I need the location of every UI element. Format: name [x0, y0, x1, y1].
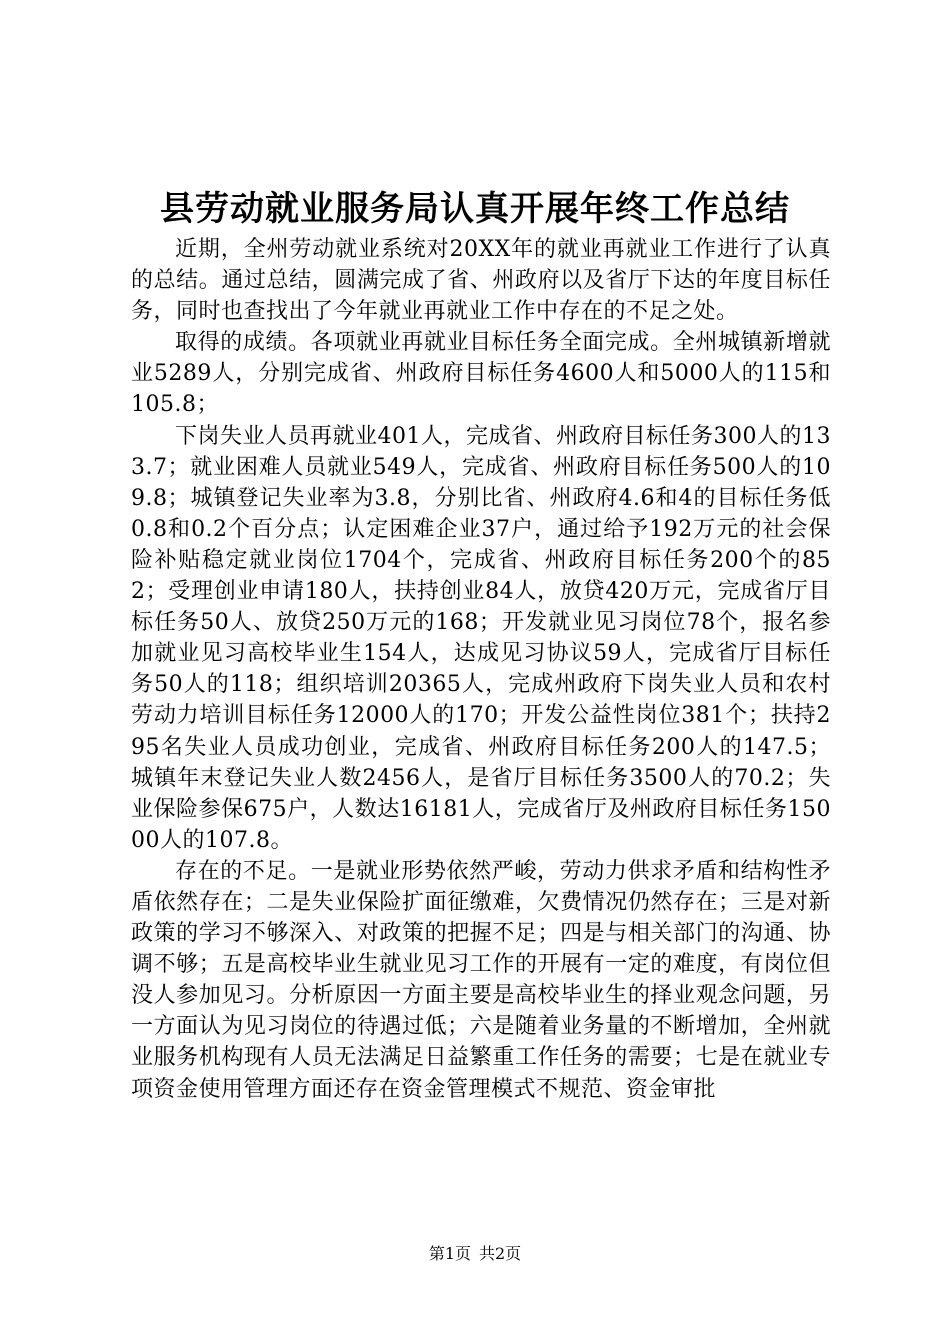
- page-footer: [0, 1244, 950, 1264]
- paragraph-intro: 近期，全州劳动就业系统对20XX年的就业再就业工作进行了认真的总结。通过总结，圆满完成了省、州政府以及省厅下达的年度目标任务，同时也查找出了今年就业再就业工作中存在的不足之处。: [131, 237, 831, 325]
- document-body: [131, 234, 831, 1105]
- page-number-current: 第1页: [428, 1244, 471, 1263]
- paragraph-achievements: 取得的成绩。各项就业再就业目标任务全面完成。全州城镇新增就业5289人，分别完成省、州政府目标任务4600人和5000人的115和105.8；: [131, 330, 831, 418]
- document-body-viewport: [0, 234, 950, 1186]
- paragraph-shortcomings: 存在的不足。一是就业形势依然严峻，劳动力供求矛盾和结构性矛盾依然存在；二是失业保险扩面征缴难，欠费情况仍然存在；三是对新政策的学习不够深入、对政策的把握不足；四是与相关部门的沟通、协调不够；五是高校毕业生就业见习工作的开展有一定的难度，有岗位但没人参加见习。分析原因一方面主要是高校毕业生的择业观念问题，另一方面认为见习岗位的待遇过低；六是随着业务量的不断增加，全州就业服务机构现有人员无法满足日益繁重工作任务的需要；七是在就业专项资金使用管理方面还存在资金管理模式不规范、资金审批: [131, 858, 831, 1102]
- paragraph-statistics: 下岗失业人员再就业401人，完成省、州政府目标任务300人的133.7；就业困难人员就业549人，完成省、州政府目标任务500人的109.8；城镇登记失业率为3.8，分别比省、州政府4.6和4的目标任务低0.8和0.2个百分点；认定困难企业37户，通过给予192万元的社会保险补贴稳定就业岗位1704个，完成省、州政府目标任务200个的852；受理创业申请180人，扶持创业84人，放贷420万元，完成省厅目标任务50人、放贷250万元的168；开发就业见习岗位78个，报名参加就业见习高校毕业生154人，达成见习协议59人，完成省厅目标任务50人的118；组织培训20365人，完成州政府下岗失业人员和农村劳动力培训目标任务12000人的170；开发公益性岗位381个；扶持295名失业人员成功创业，完成省、州政府目标任务200人的147.5；城镇年末登记失业人数2456人，是省厅目标任务3500人的70.2；失业保险参保675户，人数达16181人，完成省厅及州政府目标任务15000人的107.8。: [131, 423, 831, 853]
- document-title: 县劳动就业服务局认真开展年终工作总结: [160, 189, 790, 229]
- page-number-total: 共2页: [479, 1244, 522, 1263]
